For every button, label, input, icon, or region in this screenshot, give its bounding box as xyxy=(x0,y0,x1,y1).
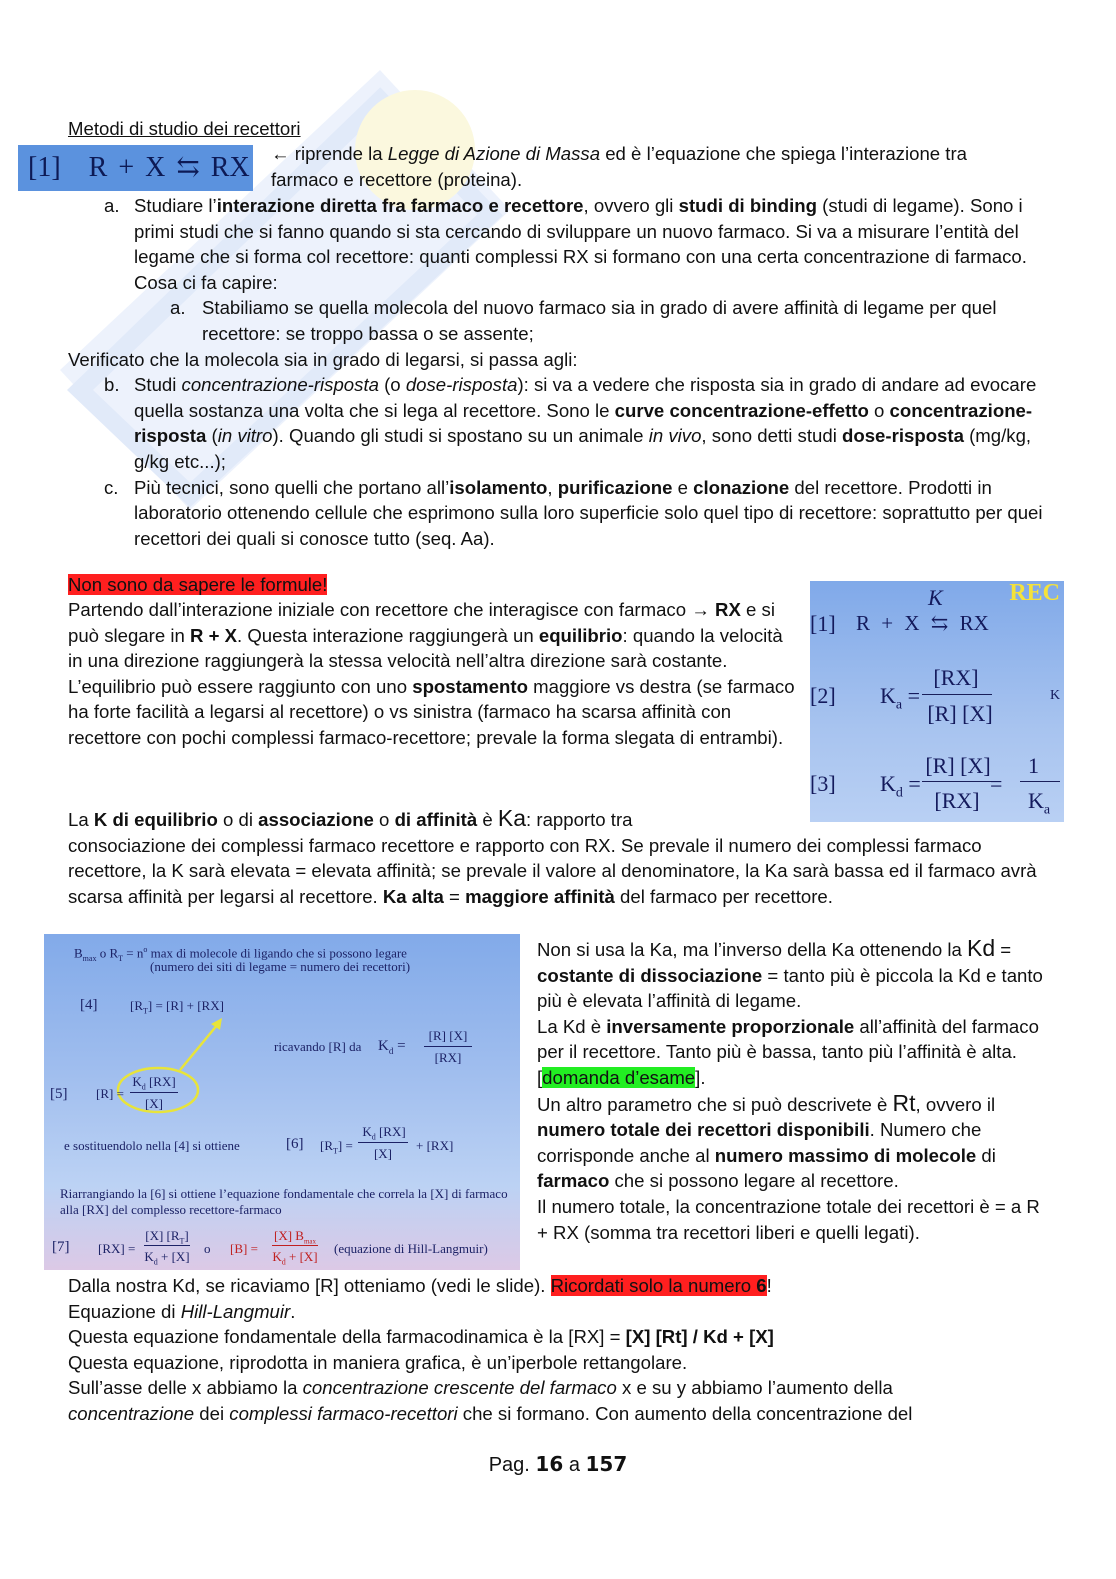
equation-formula: R + X ⇆ RX xyxy=(88,152,250,184)
left-arrow-icon: ← xyxy=(271,143,290,164)
equilibrium-equations-figure: REC K [1] R + X ⇆ RX [2] $K_a$ = [RX] [R] [X] K [3] $K_d$ = [R] [X] [RX] = 1 $K_a$ xyxy=(810,581,1064,822)
kd-paragraph: Non si usa la Ka, ma l’inverso della Ka ottenendo la Kd = costante di dissociazione = tanto più è piccola la Kd e tanto più è elevata l’affinità di legame. La Kd è inversamente proporzionale all’affinità del farmaco per il recettore. Tanto più è bassa, tanto più l’affinità è alta. [domanda d’esame]. Un altro parametro che si può descrivete è Rt, ovvero il numero totale dei recettori disponibili. Numero che corrisponde anche al numero massimo di molecole di farmaco che si possono legare al recettore. Il numero totale, la concentrazione totale dei recettori è = a R + RX (somma tra recettori liberi e quelli legati). xyxy=(537,935,1043,1243)
ka-paragraph: La K di equilibrio o di associazione o di affinità è Ka: rapporto tra consociazione dei complessi farmaco recettore e rapporto con RX. Se prevale il numero dei complessi farmaco recettore, la K sarà elevata = elevata affinità; se prevale il valore al denominatore, la Ka sarà bassa ed il farmaco avrà scarsa affinità per legarsi al recettore. Ka alta = maggiore affinità del farmaco per recettore. xyxy=(68,805,1037,907)
hill-langmuir-derivation-figure: $B_{max}$ o $R_T = n^o$ max di molecole di ligando che si possono legare (numero dei siti di legame = numero dei recettori) [4] $[R_T] = [R] + [RX]$ ricavando [R] da $K_d$ = [R] [X] [RX] [5] [R] = $K_d$ [RX] [X] e sostituendolo nella [4] si ottiene [6] $[R_T]$ = $K_d$ [RX] [X] + [RX] Riarrangiando la [6] si ottiene l’equazione fondamentale che correla la [X] di farmaco alla [RX] del complesso recettore-farmaco [7] [RX] = [X] $[R_T]$ $K_d + [X]$ o [B] = [X] $B_{max}$ $K_d + [X]$ (equazione di Hill-Langmuir) xyxy=(44,934,520,1270)
equation-box xyxy=(18,145,253,191)
section-heading: Metodi di studio dei recettori xyxy=(68,118,301,139)
exam-question-highlight: domanda d’esame xyxy=(542,1066,696,1088)
list-item-a: a. Studiare l’interazione diretta fra farmaco e recettore, ovvero gli studi di binding (studi di legame). Sono i primi studi che si fanno quando si sta cercando di sviluppare un nuovo farmaco. Si va a misurare l’entità del legame che si forma col recettore: quanti complessi RX si formano con una certa concentrazione di farmaco. Cosa ci fa capire: xyxy=(104,195,1027,293)
page-number: Pag. 16 a 157 xyxy=(488,1452,628,1476)
equation-label: [1] xyxy=(28,152,61,184)
list-subitem-a: a. Stabiliamo se quella molecola del nuovo farmaco sia in grado di avere affinità di legame per quel recettore: se troppo bassa o se assente; xyxy=(170,297,997,344)
list-item-b: b. Studi concentrazione-risposta (o dose-risposta): si va a vedere che risposta sia in grado di andare ad evocare quella sostanza una volta che si lega al recettore. Sono le curve concentrazione-effetto o concentrazione-risposta (in vitro). Quando gli studi si spostano su un animale in vivo, sono detti studi dose-risposta (mg/kg, g/kg etc...); xyxy=(104,374,1037,472)
equilibrium-paragraph: Partendo dall’interazione iniziale con recettore che interagisce con farmaco → RX e si può slegare in R + X. Questa interazione raggiungerà un equilibrio: quando la velocità in una direzione raggiungerà la stessa velocità nell’altra direzione sarà costante. L’equilibrio può essere raggiunto con uno spostamento maggiore vs destra (se farmaco ha forte facilità a legarsi al recettore) o vs sinistra (farmaco ha scarsa affinità con recettore con pochi complessi farmaco-recettore; prevale la forma slegata di entrambi). xyxy=(68,599,795,748)
rec-badge: REC xyxy=(1009,581,1060,606)
formula-warning: Non sono da sapere le formule! xyxy=(68,574,328,595)
list-item-c: c. Più tecnici, sono quelli che portano all’isolamento, purificazione e clonazione del recettore. Prodotti in laboratorio ottenendo cellule che esprimono sulla loro superficie solo quel tipo di recettore: soprattutto per quei recettori dei quali si conosce tutto (seq. Aa). xyxy=(104,476,1043,549)
list-section xyxy=(68,193,1048,551)
hill-langmuir-paragraph: Dalla nostra Kd, se ricaviamo [R] otteniamo (vedi le slide). Ricordati solo la numero 6! Equazione di Hill-Langmuir. Questa equazione fondamentale della farmacodinamica è la [RX] = [X] [Rt] / Kd + [X] Questa equazione, riprodotta in maniera grafica, è un’iperbole rettangolare. Sull’asse delle x abbiamo la concentrazione crescente del farmaco x e su y abbiamo l’aumento della concentrazione dei complessi farmaco-recettori che si formano. Con aumento della concentrazione del xyxy=(68,1275,913,1424)
intro-paragraph: ← riprende la Legge di Azione di Massa ed è l’equazione che spiega l’interazione tra farmaco e recettore (proteina). xyxy=(271,143,968,190)
verified-line: Verificato che la molecola sia in grado di legarsi, si passa agli: xyxy=(68,348,578,370)
